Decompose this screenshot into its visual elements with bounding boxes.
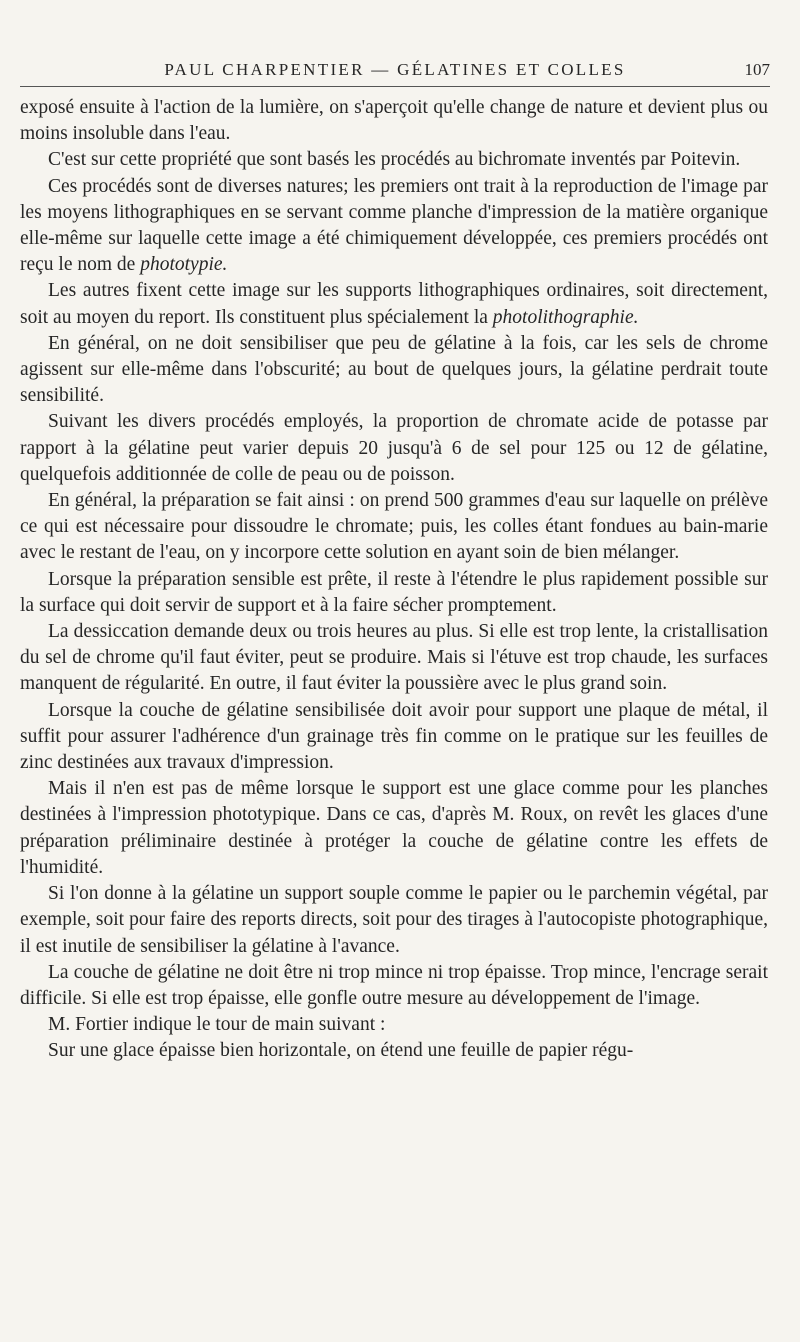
paragraph: Sur une glace épaisse bien horizontale, on étend une feuille de papier régu- xyxy=(48,1040,634,1062)
paragraph: C'est sur cette propriété que sont basés les procédés au bichromate inventés par Poitevin. xyxy=(48,149,741,171)
paragraph: Mais il n'en est pas de même lorsque le support est une glace comme pour les planches destinées à l'impression phototypique. Dans ce cas, d'après M. Roux, on revêt les glaces d'une préparation préliminaire destinée à protéger la couche de gélatine contre les effets de l'humidité. xyxy=(20,778,768,878)
page-header xyxy=(20,60,770,87)
body-text xyxy=(20,95,768,1065)
italic-term: photolithographie. xyxy=(492,306,639,328)
paragraph: Si l'on donne à la gélatine un support souple comme le papier ou le parchemin végétal, par exemple, soit pour faire des reports directs, soit pour des tirages à l'autocopiste photographique, il est inutile de sensibiliser la gélatine à l'avance. xyxy=(20,883,768,957)
paragraph: Suivant les divers procédés employés, la proportion de chromate acide de potasse par rapport à la gélatine peut varier depuis 20 jusqu'à 6 de sel pour 125 ou 12 de gélatine, quelquefois additionnée de colle de peau ou de poisson. xyxy=(20,411,768,485)
paragraph: Lorsque la préparation sensible est prête, il reste à l'étendre le plus rapidement possible sur la surface qui doit servir de support et à la faire sécher promptement. xyxy=(20,568,768,616)
paragraph: La dessiccation demande deux ou trois heures au plus. Si elle est trop lente, la cristallisation du sel de chrome qu'il faut éviter, peut se produire. Mais si l'étuve est trop chaude, les surfaces manquent de régularité. En outre, il faut éviter la poussière avec le plus grand soin. xyxy=(20,621,768,695)
italic-term: phototypie. xyxy=(140,254,228,276)
page-number: 107 xyxy=(744,60,770,79)
paragraph-text: Ces procédés sont de diverses natures; les premiers ont trait à la reproduction de l'image par les moyens lithographiques en se servant comme planche d'impression de la matière organique elle-même sur laquelle cette image a été chimiquement développée, ces premiers procédés ont reçu le nom de xyxy=(20,175,768,276)
paragraph: La couche de gélatine ne doit être ni trop mince ni trop épaisse. Trop mince, l'encrage serait difficile. Si elle est trop épaisse, elle gonfle outre mesure au développement de l'image. xyxy=(20,961,768,1009)
paragraph: En général, on ne doit sensibiliser que peu de gélatine à la fois, car les sels de chrome agissent sur elle-même dans l'obscurité; au bout de quelques jours, la gélatine perdrait toute sensibilité. xyxy=(20,332,768,407)
paragraph: exposé ensuite à l'action de la lumière, on s'aperçoit qu'elle change de nature et devient plus ou moins insoluble dans l'eau. xyxy=(20,97,768,145)
paragraph: En général, la préparation se fait ainsi : on prend 500 grammes d'eau sur laquelle on prélève ce qui est nécessaire pour dissoudre le chromate; puis, les colles étant fondues au bain-marie avec le restant de l'eau, on y incorpore cette solution en ayant soin de bien mélanger. xyxy=(20,490,768,564)
paragraph: Lorsque la couche de gélatine sensibilisée doit avoir pour support une plaque de métal, il suffit pour assurer l'adhérence d'un grainage très fin comme on le pratique sur les feuilles de zinc destinées aux travaux d'impression. xyxy=(20,699,768,774)
paragraph-text: Les autres fixent cette image sur les supports lithographiques ordinaires, soit directement, soit au moyen du report. Ils constituent plus spécialement la xyxy=(20,280,768,328)
paragraph xyxy=(20,174,768,279)
running-title: PAUL CHARPENTIER — GÉLATINES ET COLLES xyxy=(164,60,626,79)
paragraph xyxy=(20,278,768,330)
paragraph: M. Fortier indique le tour de main suivant : xyxy=(48,1014,386,1036)
